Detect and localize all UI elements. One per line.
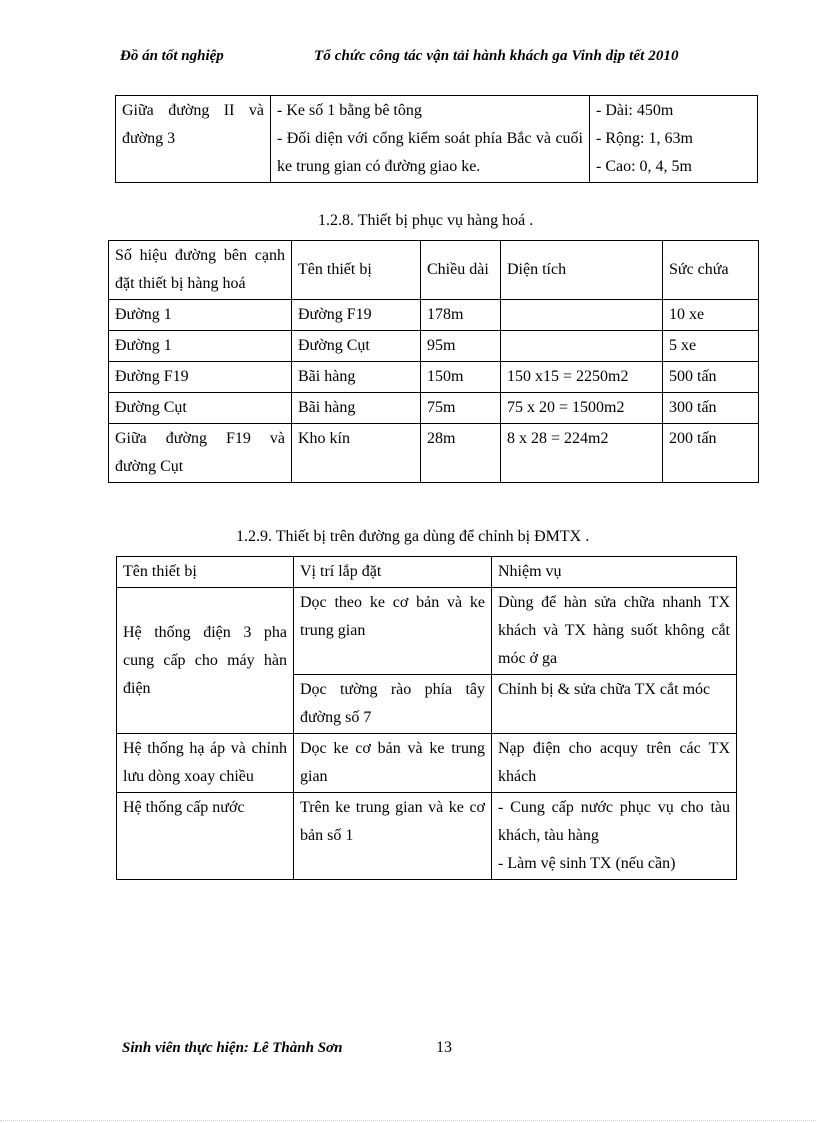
table-cell: Kho kín [292, 424, 421, 483]
table-cell: Đường Cụt [292, 331, 421, 362]
section-caption-129: 1.2.9. Thiết bị trên đường ga dùng để chỉnh bị ĐMTX . [236, 528, 590, 545]
table-cell: Nạp điện cho acquy trên các TX khách [492, 734, 737, 793]
table-cell: 300 tấn [663, 393, 759, 424]
table-header-row [109, 241, 759, 300]
cargo-equipment-table [108, 240, 759, 483]
table-row [109, 393, 759, 424]
table-cell: 28m [421, 424, 501, 483]
table-cell [501, 300, 663, 331]
page-bottom-divider [0, 1120, 816, 1121]
table-cell: 150 x15 = 2250m2 [501, 362, 663, 393]
table-cell: 8 x 28 = 224m2 [501, 424, 663, 483]
section-caption-128: 1.2.8. Thiết bị phục vụ hàng hoá . [318, 212, 534, 229]
table-row [117, 793, 737, 880]
table-cell: 500 tấn [663, 362, 759, 393]
table-row [109, 331, 759, 362]
table-cell: Hệ thống hạ áp và chỉnh lưu dòng xoay chiều [117, 734, 294, 793]
table-cell: Hệ thống cấp nước [117, 793, 294, 880]
cell-line: - Cung cấp nước phục vụ cho tàu khách, tàu hàng [498, 799, 730, 844]
table-header-row [117, 557, 737, 588]
footer-author: Sinh viên thực hiện: Lê Thành Sơn [122, 1040, 343, 1056]
table-cell: Giữa đường F19 và đường Cụt [109, 424, 292, 483]
table-row [117, 734, 737, 793]
table-cell: Đường Cụt [109, 393, 292, 424]
table-cell: 75 x 20 = 1500m2 [501, 393, 663, 424]
page-number: 13 [436, 1039, 452, 1056]
table-cell: Đường F19 [292, 300, 421, 331]
table-cell: Dọc tường rào phía tây đường số 7 [294, 675, 492, 734]
table-header-cell: Tên thiết bị [117, 557, 294, 588]
table-header-cell: Tên thiết bị [292, 241, 421, 300]
cell-line: - Đối diện với cổng kiểm soát phía Bắc và cuối ke trung gian có đường giao ke. [277, 130, 583, 175]
table-row [117, 588, 737, 675]
table-cell: Giữa đường II và đường 3 [116, 96, 271, 183]
table-row [109, 424, 759, 483]
table-header-cell: Số hiệu đường bên cạnh đặt thiết bị hàng hoá [109, 241, 292, 300]
cell-line: - Rộng: 1, 63m [596, 130, 693, 147]
table-cell: Hệ thống điện 3 pha cung cấp cho máy hàn điện [117, 588, 294, 734]
table-row [109, 362, 759, 393]
table-cell: Đường 1 [109, 331, 292, 362]
table-cell: Dọc ke cơ bản và ke trung gian [294, 734, 492, 793]
table-cell: Bãi hàng [292, 393, 421, 424]
table-header-cell: Chiều dài [421, 241, 501, 300]
emu-maintenance-table [116, 556, 737, 880]
table-row [109, 300, 759, 331]
table-cell: Đường F19 [109, 362, 292, 393]
table-cell: 150m [421, 362, 501, 393]
table-header-cell: Sức chứa [663, 241, 759, 300]
table-cell: 75m [421, 393, 501, 424]
table-cell: Dọc theo ke cơ bản và ke trung gian [294, 588, 492, 675]
table-cell [492, 793, 737, 880]
platform-table [115, 95, 758, 183]
header-title-left: Đồ án tốt nghiệp [120, 48, 224, 64]
table-cell: 178m [421, 300, 501, 331]
table-header-cell: Nhiệm vụ [492, 557, 737, 588]
table-row [116, 96, 758, 183]
table-cell: 10 xe [663, 300, 759, 331]
table-cell [590, 96, 758, 183]
table-cell: Dùng để hàn sửa chữa nhanh TX khách và TX hàng suốt không cắt móc ở ga [492, 588, 737, 675]
cell-line: - Ke số 1 bằng bê tông [277, 102, 422, 119]
table-header-cell: Vị trí lắp đặt [294, 557, 492, 588]
cell-line: - Cao: 0, 4, 5m [596, 158, 692, 175]
table-header-cell: Diện tích [501, 241, 663, 300]
table-cell [271, 96, 590, 183]
table-cell: Bãi hàng [292, 362, 421, 393]
table-cell: Chỉnh bị & sửa chữa TX cắt móc [492, 675, 737, 734]
cell-line: - Dài: 450m [596, 102, 674, 119]
table-cell [501, 331, 663, 362]
header-title-right: Tổ chức công tác vận tải hành khách ga Vinh dịp tết 2010 [314, 48, 679, 64]
table-cell: 200 tấn [663, 424, 759, 483]
cell-line: - Làm vệ sinh TX (nếu cần) [498, 855, 676, 872]
table-cell: 95m [421, 331, 501, 362]
table-cell: Đường 1 [109, 300, 292, 331]
table-cell: 5 xe [663, 331, 759, 362]
table-cell: Trên ke trung gian và ke cơ bản số 1 [294, 793, 492, 880]
